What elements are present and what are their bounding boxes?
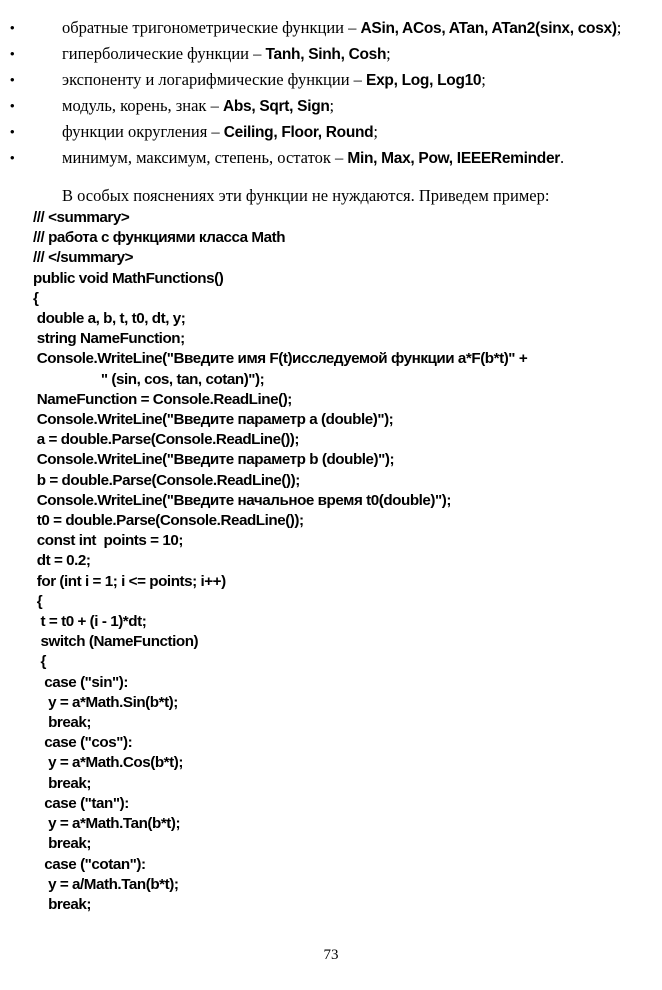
list-item-tail: ; — [373, 122, 378, 141]
code-line: case ("cos"): — [33, 734, 133, 752]
list-item-text: обратные тригонометрические функции – — [62, 18, 361, 37]
code-line: break; — [33, 714, 91, 732]
list-item-tail: . — [560, 148, 565, 167]
code-line: Console.WriteLine("Введите начальное время t0(double)"); — [33, 491, 451, 509]
list-item-tail: ; — [329, 96, 335, 115]
code-line: Console.WriteLine("Введите параметр b (double)"); — [33, 451, 395, 469]
code-line: double a, b, t, t0, dt, y; — [33, 310, 186, 328]
bullet-icon: • — [10, 46, 15, 61]
code-line: case ("cotan"): — [33, 855, 146, 873]
code-line: y = a*Math.Cos(b*t); — [33, 754, 183, 772]
code-line: a = double.Parse(Console.ReadLine()); — [33, 431, 300, 449]
list-item — [0, 69, 662, 91]
code-line: t0 = double.Parse(Console.ReadLine()); — [33, 512, 304, 530]
list-item — [0, 121, 662, 143]
code-line: /// </summary> — [33, 249, 134, 267]
page-number: 73 — [323, 947, 339, 963]
code-line: public void MathFunctions() — [33, 269, 224, 287]
code-line: switch (NameFunction) — [33, 633, 199, 651]
list-item-text: функции округления – — [62, 122, 224, 141]
code-line: { — [33, 289, 39, 307]
list-item-text: минимум, максимум, степень, остаток – — [62, 148, 348, 167]
code-line: break; — [33, 774, 91, 792]
code-line: case ("tan"): — [33, 794, 129, 812]
code-line: const int points = 10; — [33, 532, 183, 550]
code-line: break; — [33, 895, 91, 913]
code-line: case ("sin"): — [33, 673, 128, 691]
list-item-keywords: Exp, Log, Log10 — [366, 72, 482, 89]
bullet-icon: • — [10, 98, 15, 113]
list-item-tail: ; — [481, 70, 486, 89]
bullet-icon: • — [10, 124, 15, 139]
code-line: " (sin, cos, tan, cotan)"); — [33, 370, 265, 388]
code-line: dt = 0.2; — [33, 552, 91, 570]
bullet-icon: • — [10, 20, 15, 35]
code-line: { — [33, 592, 43, 610]
list-item-keywords: Abs, Sqrt, Sign — [222, 98, 330, 115]
code-listing — [33, 208, 643, 915]
intro-paragraph: В особых пояснениях эти функции не нуждаются. Приведем пример: — [62, 186, 550, 205]
list-item-text: гиперболические функции – — [62, 44, 266, 63]
code-line: string NameFunction; — [33, 330, 185, 348]
code-line: break; — [33, 835, 91, 853]
list-item-tail: ; — [616, 18, 622, 37]
list-item — [0, 17, 662, 39]
function-list — [0, 17, 662, 173]
bullet-icon: • — [10, 72, 15, 87]
list-item-keywords: ASin, ACos, ATan, ATan2(sinx, cosx) — [360, 20, 617, 37]
list-item — [0, 147, 662, 169]
list-item-keywords: Ceiling, Floor, Round — [223, 124, 374, 141]
list-item-keywords: Min, Max, Pow, IEEEReminder — [347, 150, 561, 167]
list-item-text: экспоненту и логарифмические функции – — [62, 70, 367, 89]
code-line: y = a*Math.Sin(b*t); — [33, 693, 178, 711]
code-line: /// <summary> — [33, 209, 130, 226]
code-line: Console.WriteLine("Введите имя F(t)исследуемой функции a*F(b*t)" + — [33, 350, 528, 368]
code-line: y = a*Math.Tan(b*t); — [33, 815, 181, 833]
code-line: t = t0 + (i - 1)*dt; — [33, 613, 147, 631]
list-item-keywords: Tanh, Sinh, Cosh — [265, 46, 387, 63]
code-line: NameFunction = Console.ReadLine(); — [33, 390, 292, 408]
code-line: { — [33, 653, 46, 671]
list-item — [0, 95, 662, 117]
code-line: y = a/Math.Tan(b*t); — [33, 875, 179, 893]
list-item-text: модуль, корень, знак – — [62, 96, 223, 115]
bullet-icon: • — [10, 150, 15, 165]
list-item — [0, 43, 662, 65]
list-item-tail: ; — [386, 44, 391, 63]
code-line: b = double.Parse(Console.ReadLine()); — [33, 471, 300, 489]
code-line: Console.WriteLine("Введите параметр a (double)"); — [33, 411, 394, 429]
code-line: for (int i = 1; i <= points; i++) — [33, 572, 226, 590]
code-line: /// работа с функциями класса Math — [33, 229, 286, 247]
